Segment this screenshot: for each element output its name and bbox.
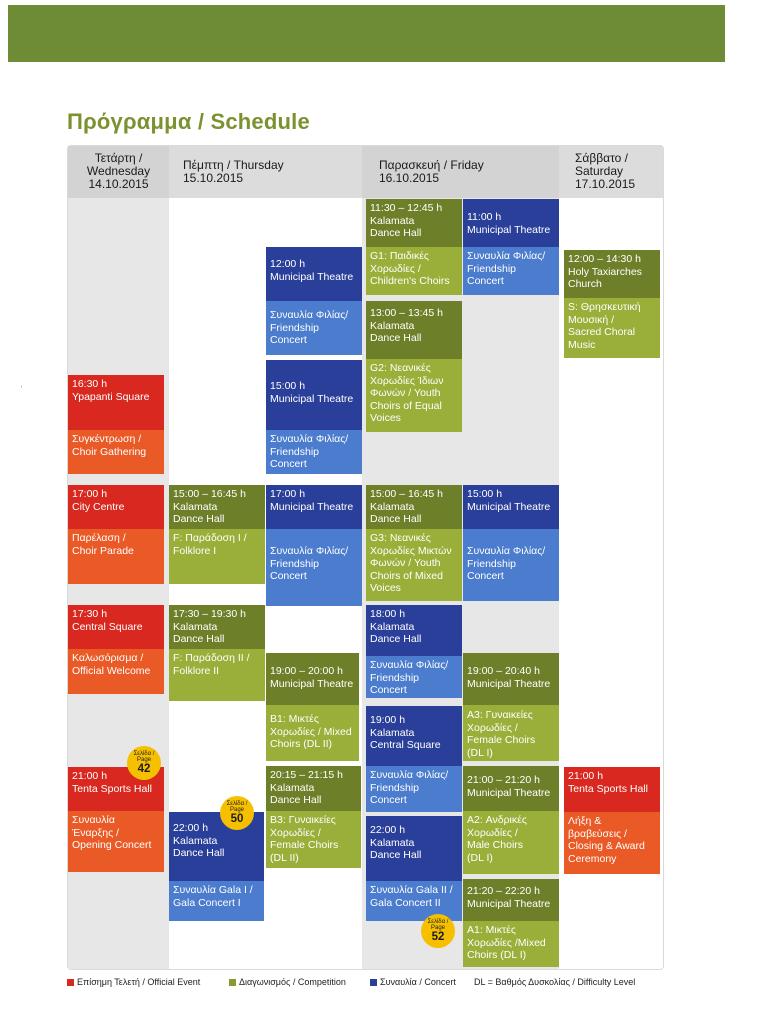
event-fri-a6-title: Συναυλία Gala II / Gala Concert II [366, 881, 462, 921]
event-wed-1-title: Συγκέντρωση / Choir Gathering [68, 430, 164, 474]
event-fri-b5-title: A1: Μικτές Χορωδίες /Mixed Choirs (DL I) [463, 921, 559, 967]
event-fri-b1-title: Συναυλία Φιλίας/ Friendship Concert [463, 247, 559, 295]
day-date: 14.10.2015 [88, 177, 149, 191]
legend-swatch [370, 979, 377, 986]
event-thu-b2-time: 15:00 h Municipal Theatre [266, 360, 362, 430]
event-wed-2-time: 17:00 h City Centre [68, 485, 164, 529]
event-fri-b3-time: 19:00 – 20:40 h Municipal Theatre [463, 653, 559, 705]
event-thu-a1-time: 15:00 – 16:45 h Kalamata Dance Hall [169, 485, 265, 529]
badge-label: Σελίδα / Page [427, 919, 449, 931]
page-badge-52 [421, 914, 455, 948]
event-thu-a2-title: F: Παράδοση II / Folklore II [169, 649, 265, 701]
event-fri-a1-title: G1: Παιδικές Χορωδίες / Children's Choirs [366, 247, 462, 295]
event-fri-a2-time: 13:00 – 13:45 h Kalamata Dance Hall [366, 301, 462, 359]
legend-label: Διαγωνισμός / Competition [239, 977, 346, 987]
legend-swatch [67, 979, 74, 986]
badge-number: 52 [431, 931, 445, 943]
event-wed-2-title: Παρέλαση / Choir Parade [68, 529, 164, 584]
day-name-english: Saturday [575, 164, 624, 178]
event-thu-b4-title: B1: Μικτές Χορωδίες / Mixed Choirs (DL II) [266, 705, 359, 761]
event-fri-b5-time: 21:20 – 22:20 h Municipal Theatre [463, 879, 559, 921]
event-thu-a1-title: F: Παράδοση I / Folklore I [169, 529, 265, 584]
event-fri-a5-time: 19:00 h Kalamata Central Square [366, 706, 462, 766]
legend-official [67, 977, 200, 987]
event-fri-b2-time: 15:00 h Municipal Theatre [463, 485, 559, 529]
event-thu-b1-title: Συναυλία Φιλίας/ Friendship Concert [266, 301, 362, 355]
page-badge-42 [127, 746, 161, 780]
event-fri-a3-time: 15:00 – 16:45 h Kalamata Dance Hall [366, 485, 462, 529]
event-wed-1-time: 16:30 h Ypapanti Square [68, 375, 164, 430]
event-thu-a3-time: 22:00 h Kalamata Dance Hall [169, 812, 264, 881]
event-sat-2-title: Λήξη & βραβεύσεις / Closing & Award Ceremony [564, 812, 660, 874]
event-wed-4-time: 21:00 h Tenta Sports Hall [68, 767, 164, 811]
day-name: Πέμπτη / Thursday [183, 158, 284, 172]
event-thu-b2-title: Συναυλία Φιλίας/ Friendship Concert [266, 430, 362, 474]
event-fri-a3-title: G3: Νεανικές Χορωδίες Μικτών Φωνών / Youth Choirs of Mixed Voices [366, 529, 462, 601]
legend-swatch [229, 979, 236, 986]
event-fri-b3-title: A3: Γυναικείες Χορωδίες / Female Choirs (DL I) [463, 705, 559, 761]
legend-label: Συναυλία / Concert [380, 977, 456, 987]
badge-label: Σελίδα / Page [226, 801, 248, 813]
day-name-english: Wednesday [86, 164, 151, 178]
top-banner [8, 5, 725, 62]
event-sat-2-time: 21:00 h Tenta Sports Hall [564, 767, 660, 812]
event-thu-b4-time: 19:00 – 20:00 h Municipal Theatre [266, 653, 359, 705]
event-fri-b2-title: Συναυλία Φιλίας/ Friendship Concert [463, 529, 559, 601]
badge-number: 42 [137, 763, 151, 775]
event-thu-a3-title: Συναυλία Gala I / Gala Concert I [169, 881, 264, 921]
badge-label: Σελίδα / Page [133, 751, 155, 763]
event-fri-a5-title: Συναυλία Φιλίας/ Friendship Concert [366, 766, 462, 812]
header-saturday [559, 146, 663, 198]
header-thursday [169, 146, 362, 198]
page-title: Πρόγραμμα / Schedule [67, 109, 310, 134]
event-thu-b1-time: 12:00 h Municipal Theatre [266, 247, 362, 301]
event-wed-3-title: Καλωσόρισμα / Official Welcome [68, 649, 164, 694]
day-date: 16.10.2015 [379, 171, 440, 185]
event-thu-b5-title: B3: Γυναικείες Χορωδίες / Female Choirs (DL II) [266, 811, 361, 868]
event-fri-a4-time: 18:00 h Kalamata Dance Hall [366, 605, 462, 656]
header-wednesday-text [68, 152, 169, 191]
badge-number: 50 [230, 813, 244, 825]
day-name-greek: Τετάρτη / [94, 151, 143, 165]
legend-competition [229, 977, 346, 987]
event-fri-a6-time: 22:00 h Kalamata Dance Hall [366, 816, 462, 881]
event-wed-4-title: Συναυλία Έναρξης / Opening Concert [68, 811, 164, 872]
day-date: 17.10.2015 [575, 177, 636, 191]
event-thu-b3-title: Συναυλία Φιλίας/ Friendship Concert [266, 529, 362, 606]
event-thu-a2-time: 17:30 – 19:30 h Kalamata Dance Hall [169, 605, 265, 649]
event-fri-a4-title: Συναυλία Φιλίας/ Friendship Concert [366, 656, 462, 698]
day-date: 15.10.2015 [183, 171, 244, 185]
event-fri-b1-time: 11:00 h Municipal Theatre [463, 199, 559, 247]
event-thu-b3-time: 17:00 h Municipal Theatre [266, 485, 362, 529]
event-fri-a1-time: 11:30 – 12:45 h Kalamata Dance Hall [366, 199, 462, 247]
event-fri-b4-time: 21:00 – 21:20 h Municipal Theatre [463, 766, 559, 811]
legend-label: Επίσημη Τελετή / Official Event [77, 977, 201, 987]
legend-concert [370, 977, 456, 987]
day-name-greek: Σάββατο / [575, 151, 629, 165]
event-thu-b5-time: 20:15 – 21:15 h Kalamata Dance Hall [266, 766, 361, 811]
header-thursday-text [183, 159, 284, 185]
header-friday-text [379, 159, 484, 185]
day-name: Παρασκευή / Friday [379, 158, 484, 172]
header-saturday-text [575, 152, 635, 191]
event-fri-a2-title: G2: Νεανικές Χορωδίες Ίδιων Φωνών / Youth Choirs of Equal Voices [366, 359, 462, 432]
page-badge-50 [220, 796, 254, 830]
event-fri-b4-title: A2: Ανδρικές Χορωδίες / Male Choirs (DL I) [463, 811, 559, 874]
event-sat-1-title: S: Θρησκευτική Μουσική / Sacred Choral Music [564, 298, 660, 358]
margin-mark: ˒ [20, 380, 23, 390]
header-friday [362, 146, 559, 198]
legend-difficulty: DL = Βαθμός Δυσκολίας / Difficulty Level [474, 977, 636, 987]
event-wed-3-time: 17:30 h Central Square [68, 605, 164, 649]
event-sat-1-time: 12:00 – 14:30 h Holy Taxiarches Church [564, 250, 660, 298]
header-wednesday [68, 146, 169, 198]
schedule-grid [67, 145, 664, 970]
